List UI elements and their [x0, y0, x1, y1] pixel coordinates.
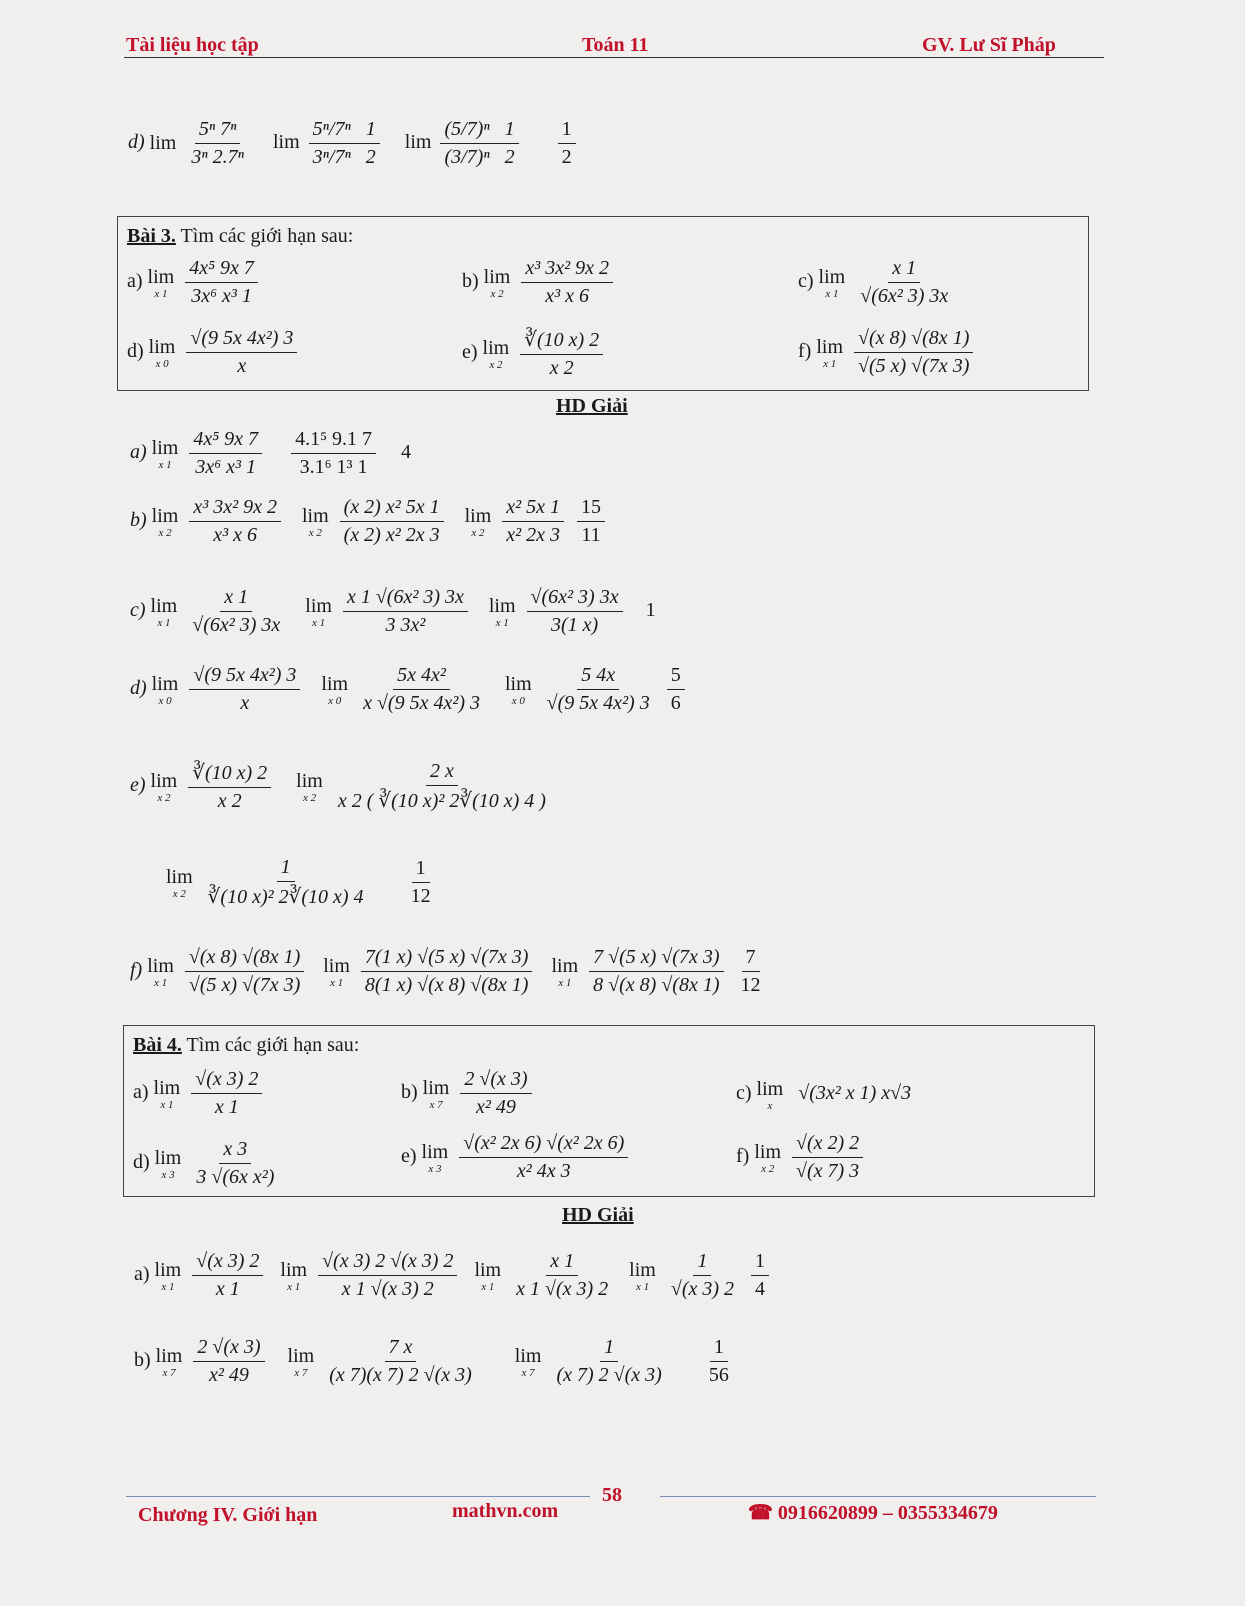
footer-phone: ☎ 0916620899 – 0355334679 [748, 1502, 998, 1524]
bai3-box [117, 216, 1089, 391]
bai4-title: Bài 4. Tìm các giới hạn sau: [133, 1034, 360, 1056]
bai4-item-f: f) lim x 2 $\frac{√(x 2) 2}{√(x 7) 3}$ [736, 1132, 867, 1183]
bai4-item-b: b) lim x 7 $\frac{2 √(x 3)}{\text{x² 49}}$ [401, 1068, 536, 1119]
footer-site: mathvn.com [452, 1500, 559, 1522]
sol3-e: e) lim x 2 $\frac{∛(10 x) 2}{x 2}$ lim x 2 $\frac{2 x}{\text{x 2 ( ∛(10 x)² 2∛(10 x) 4 )}}$ [130, 760, 546, 812]
header-center: Toán 11 [582, 34, 649, 56]
header-rule [124, 57, 1104, 58]
sol3-a: a) lim x 1 $\frac{\text{4x⁵ 9x 7}}{\text{3x⁶ x³ 1}}$ $\frac{\text{4.1⁵ 9.1 7}}{\text{3.1⁶ 1³ 1}}$ 4 [130, 428, 412, 478]
phone-icon: ☎ [748, 1502, 773, 1524]
top-solution: d) lim $\frac{\text{5ⁿ 7ⁿ}}{\text{3ⁿ 2.7ⁿ}}$ lim $\frac{\text{5ⁿ/7ⁿ 1}}{\text{3ⁿ/7ⁿ 2}}$ lim $\frac{\text{(5/7)ⁿ 1}}{\text{(3/7)ⁿ 2}}$ $\frac{1}{2}$ [128, 118, 580, 169]
sol3-e-cont: lim x 2 $\frac{1}{\text{∛(10 x)² 2∛(10 x) 4}}$ $\frac{1}{12}$ [166, 856, 431, 908]
footer-chapter: Chương IV. Giới hạn [138, 1504, 318, 1526]
bai3-item-a: a) lim x 1 $\frac{\text{4x⁵ 9x 7}}{\text{3x⁶ x³ 1}}$ [127, 257, 262, 308]
footer-rule-left [126, 1496, 590, 1497]
hd-giai-label-4: HD Giải [562, 1204, 634, 1226]
header-right: GV. Lư Sĩ Pháp [922, 34, 1056, 56]
bai4-item-c: c) lim x √(3x² x 1) x√3 [736, 1078, 912, 1112]
header-left: Tài liệu học tập [126, 34, 259, 56]
bai4-item-e: e) lim x 3 $\frac{\text{√(x² 2x 6) √(x² 2x 6)}}{\text{x² 4x 3}}$ [401, 1132, 632, 1183]
sol3-d: d) lim x 0 $\frac{\text{√(9 5x 4x²) 3}}{x}$ lim x 0 $\frac{\text{5x 4x²}}{\text{x √(9 5x 4x²) 3}}$ lim x 0 $\frac{5 4x}{\text{√(9 5x 4x²) 3}}$ $\frac{5}{6}$ [130, 664, 689, 715]
sol4-a: a) lim x 1 $\frac{√(x 3) 2}{x 1}$ lim x 1 $\frac{√(x 3) 2 √(x 3) 2}{x 1 √(x 3) 2}$ lim x 1 $\frac{x 1}{x 1 √(x 3) 2}$ lim x 1 $\frac{1}{√(x 3) 2}$ $\frac{1}{4}$ [134, 1250, 773, 1301]
bai3-item-d: d) lim x 0 $\frac{\text{√(9 5x 4x²) 3}}{x}$ [127, 327, 301, 378]
bai4-item-d: d) lim x 3 $\frac{x 3}{\text{3 √(6x x²)}}$ [133, 1138, 275, 1188]
sol3-f: f) lim x 1 $\frac{√(x 8) √(8x 1)}{√(5 x) √(7x 3)}$ lim x 1 $\frac{7(1 x) √(5 x) √(7x 3)}{8(1 x) √(x 8) √(8x 1)}$ lim x 1 $\frac{7 √(5 x) √(7x 3)}{8 √(x 8) √(8x 1)}$ $\frac{7}{12}$ [130, 946, 761, 996]
bai3-item-e: e) lim x 2 $\frac{∛(10 x) 2}{x 2}$ [462, 327, 607, 380]
footer-rule-right [660, 1496, 1096, 1497]
bai3-item-b: b) lim x 2 $\frac{\text{x³ 3x² 9x 2}}{\text{x³ x 6}}$ [462, 257, 617, 308]
hd-giai-label-3: HD Giải [556, 395, 628, 417]
bai3-item-c: c) lim x 1 $\frac{x 1}{\text{√(6x² 3) 3x}}$ [798, 257, 949, 307]
page-number: 58 [602, 1484, 622, 1506]
sol3-b: b) lim x 2 $\frac{\text{x³ 3x² 9x 2}}{\text{x³ x 6}}$ lim x 2 $\frac{\text{(x 2) x² 5x 1}}{\text{(x 2) x² 2x 3}}$ lim x 2 $\frac{\text{x² 5x 1}}{\text{x² 2x 3}}$ $\frac{15}{11}$ [130, 496, 609, 547]
sol3-c: c) lim x 1 $\frac{x 1}{\text{√(6x² 3) 3x}}$ lim x 1 $\frac{\text{x 1 √(6x² 3) 3x}}{\text{3 3x²}}$ lim x 1 $\frac{\text{√(6x² 3) 3x}}{3(1 x)}$ 1 [130, 586, 656, 636]
bai3-item-f: f) lim x 1 $\frac{√(x 8) √(8x 1)}{√(5 x) √(7x 3)}$ [798, 327, 977, 378]
bai3-title: Bài 3. Tìm các giới hạn sau: [127, 225, 354, 247]
sol4-b: b) lim x 7 $\frac{2 √(x 3)}{\text{x² 49}}$ lim x 7 $\frac{7 x}{(x 7)(x 7) 2 √(x 3)}$ lim x 7 $\frac{1}{(x 7) 2 √(x 3)}$ $\frac{1}{56}$ [134, 1336, 729, 1386]
bai4-box [123, 1025, 1095, 1197]
bai4-item-a: a) lim x 1 $\frac{√(x 3) 2}{x 1}$ [133, 1068, 266, 1119]
